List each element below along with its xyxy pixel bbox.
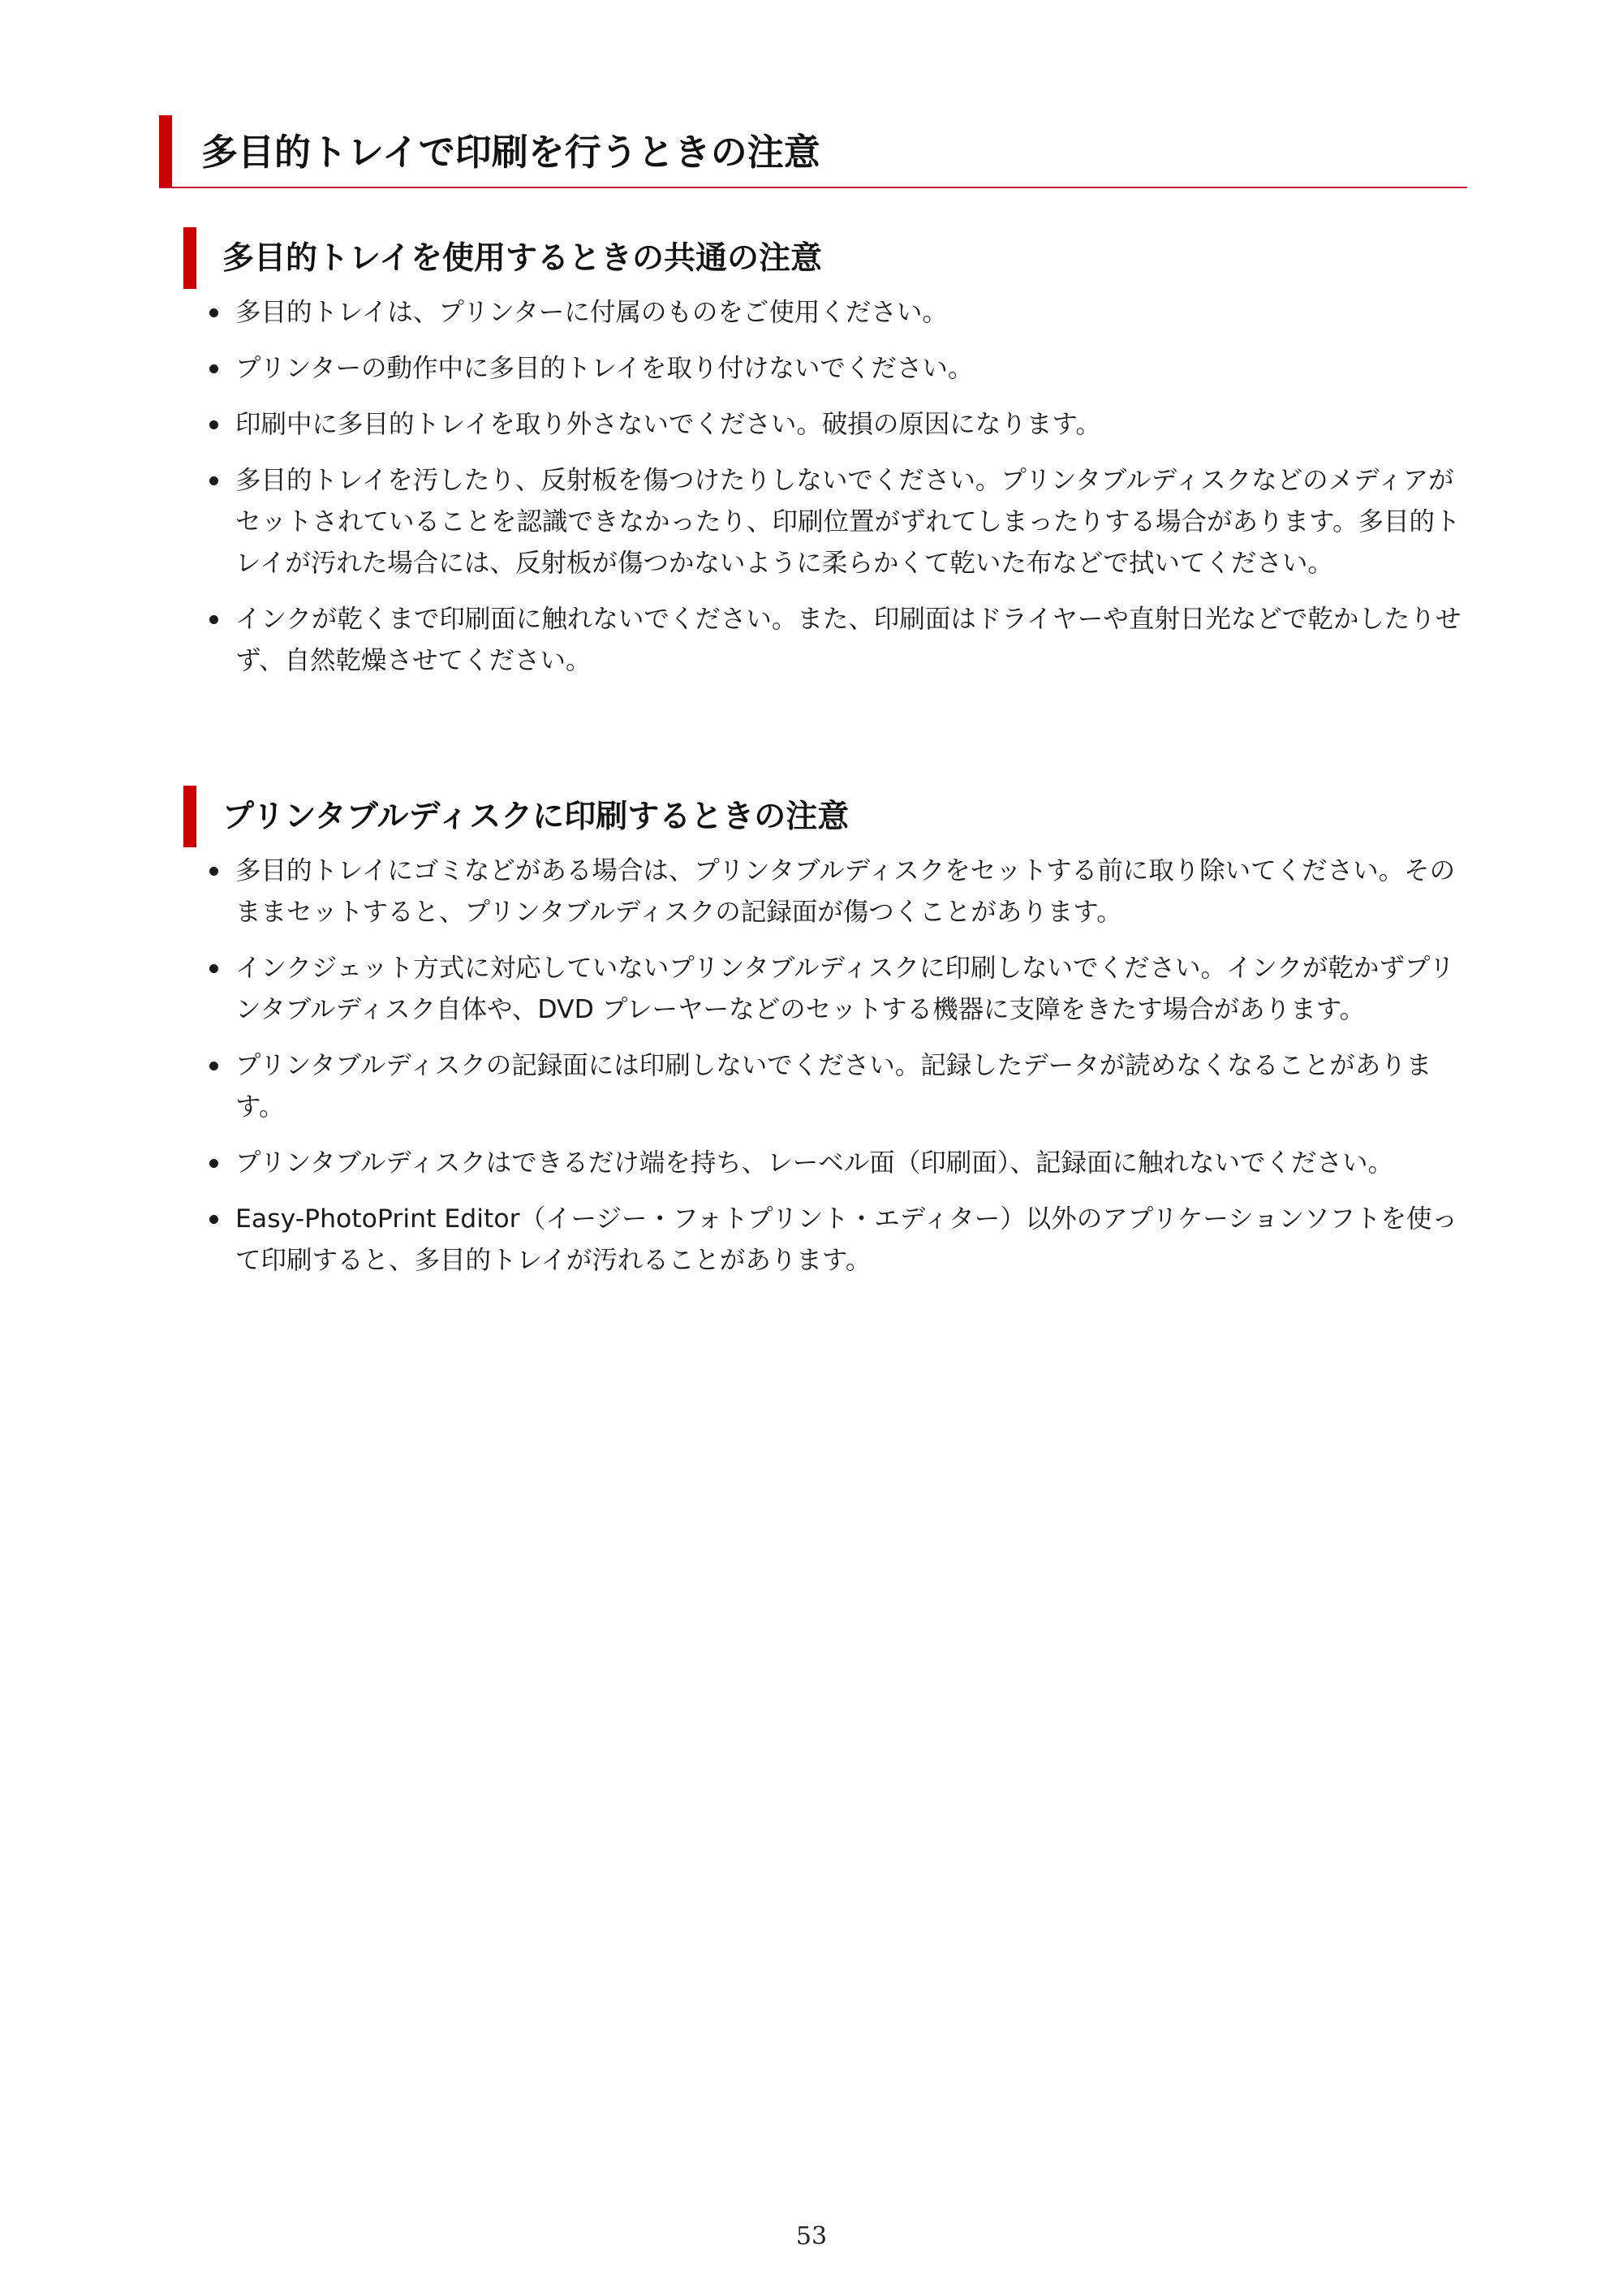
bullet-icon bbox=[209, 420, 218, 429]
list-item bbox=[183, 404, 1469, 446]
bullet-icon bbox=[209, 1215, 218, 1224]
list-item-text: 多目的トレイにゴミなどがある場合は、プリンタブルディスクをセットする前に取り除いてください。そのままセットすると、プリンタブルディスクの記録面が傷つくことがあります。 bbox=[235, 856, 1456, 927]
list-item bbox=[183, 1199, 1469, 1282]
list-item bbox=[183, 292, 1469, 334]
list-item bbox=[183, 460, 1469, 584]
bullet-icon bbox=[209, 364, 218, 373]
list-item-text: 多目的トレイは、プリンターに付属のものをご使用ください。 bbox=[235, 298, 948, 327]
notes-list bbox=[183, 292, 1469, 682]
page-number: 53 bbox=[795, 2222, 828, 2251]
notes-list bbox=[183, 851, 1469, 1282]
bullet-icon bbox=[209, 476, 218, 485]
section-common-notes bbox=[183, 227, 1469, 696]
section-heading bbox=[183, 786, 1469, 849]
list-item-text: インクが乾くまで印刷面に触れないでください。また、印刷面はドライヤーや直射日光などで乾かしたりせず、自然乾燥させてください。 bbox=[235, 605, 1462, 675]
list-item-text: プリンタブルディスクの記録面には印刷しないでください。記録したデータが読めなくなることがあります。 bbox=[235, 1051, 1432, 1122]
page-title bbox=[159, 115, 1467, 188]
list-item-text: 多目的トレイを汚したり、反射板を傷つけたりしないでください。プリンタブルディスクなどのメディアがセットされていることを認識できなかったり、印刷位置がずれてしまったりする場合があります。多目的トレイが汚れた場合には、反射板が傷つかないように柔らかくて乾いた布などで拭いてください。 bbox=[235, 466, 1461, 578]
list-item bbox=[183, 948, 1469, 1031]
section-printable-disc-notes bbox=[183, 786, 1469, 1296]
heading-accent-bar bbox=[183, 227, 196, 289]
bullet-icon bbox=[209, 615, 218, 624]
section-heading-text: 多目的トレイを使用するときの共通の注意 bbox=[222, 240, 823, 277]
title-accent-bar bbox=[159, 115, 172, 187]
list-item-text: 印刷中に多目的トレイを取り外さないでください。破損の原因になります。 bbox=[235, 410, 1101, 439]
page-title-text: 多目的トレイで印刷を行うときの注意 bbox=[201, 131, 820, 174]
list-item bbox=[183, 599, 1469, 682]
bullet-icon bbox=[209, 1062, 218, 1070]
list-item bbox=[183, 1143, 1469, 1184]
bullet-icon bbox=[209, 1159, 218, 1168]
list-item-text: プリンタブルディスクはできるだけ端を持ち、レーベル面（印刷面）、記録面に触れないでください。 bbox=[235, 1148, 1393, 1178]
list-item bbox=[183, 1045, 1469, 1128]
list-item-text: インクジェット方式に対応していないプリンタブルディスクに印刷しないでください。インクが乾かずプリンタブルディスク自体や、DVD プレーヤーなどのセットする機器に支障をきたす場合があります。 bbox=[235, 954, 1455, 1024]
bullet-icon bbox=[209, 308, 218, 317]
list-item-text: Easy-PhotoPrint Editor（イージー・フォトプリント・エディター）以外のアプリケーションソフトを使って印刷すると、多目的トレイが汚れることがあります。 bbox=[235, 1204, 1458, 1275]
list-item bbox=[183, 348, 1469, 390]
heading-accent-bar bbox=[183, 786, 196, 847]
section-heading bbox=[183, 227, 1469, 291]
list-item-text: プリンターの動作中に多目的トレイを取り付けないでください。 bbox=[235, 354, 974, 383]
list-item bbox=[183, 851, 1469, 933]
bullet-icon bbox=[209, 867, 218, 876]
section-heading-text: プリンタブルディスクに印刷するときの注意 bbox=[222, 799, 850, 835]
bullet-icon bbox=[209, 964, 218, 973]
